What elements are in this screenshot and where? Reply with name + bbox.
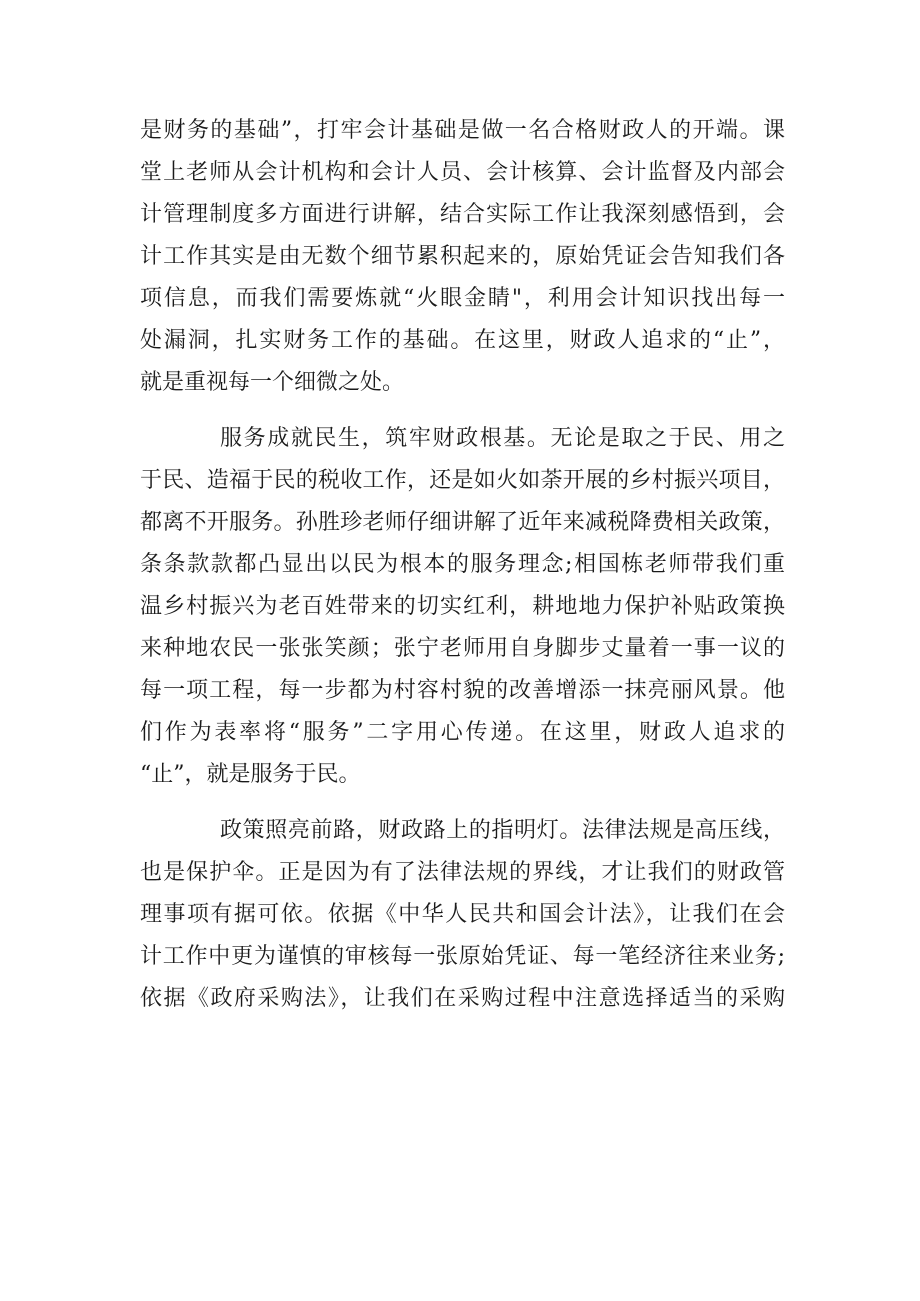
text-line: 处漏洞，扎实财务工作的基础。在这里，财政人追求的“止”， [140,328,785,353]
text-line: 来种地农民一张张笑颜；张宁老师用自身脚步丈量着一事一议的 [140,636,785,661]
document-body [140,110,785,1020]
text-line: 们作为表率将“服务”二字用心传递。在这里，财政人追求的 [140,720,785,745]
text-line: “止”，就是服务于民。 [140,762,361,787]
text-line: 堂上老师从会计机构和会计人员、会计核算、会计监督及内部会 [140,160,785,185]
text-line: 计管理制度多方面进行讲解，结合实际工作让我深刻感悟到，会 [140,202,785,227]
paragraph-service [140,418,785,796]
text-line: 就是重视每一个细微之处。 [140,370,405,395]
paragraph-policy [140,810,785,1020]
paragraph-gap [140,404,785,418]
text-line: 于民、造福于民的税收工作，还是如火如荼开展的乡村振兴项目， [140,468,785,493]
text-line: 都离不开服务。孙胜珍老师仔细讲解了近年来减税降费相关政策， [140,510,785,535]
text-line: 计工作中更为谨慎的审核每一张原始凭证、每一笔经济往来业务; [140,944,785,969]
text-line: 计工作其实是由无数个细节累积起来的，原始凭证会告知我们各 [140,244,785,269]
text-line: 每一项工程，每一步都为村容村貌的改善增添一抹亮丽风景。他 [140,678,785,703]
paragraph-gap [140,796,785,810]
text-line: 是财务的基础”，打牢会计基础是做一名合格财政人的开端。课 [140,118,785,143]
text-line: 项信息，而我们需要炼就“火眼金睛"，利用会计知识找出每一 [140,286,785,311]
text-line: 服务成就民生，筑牢财政根基。无论是取之于民、用之 [220,426,785,451]
text-line: 政策照亮前路，财政路上的指明灯。法律法规是高压线， [220,818,785,843]
text-line: 依据《政府采购法》，让我们在采购过程中注意选择适当的采购 [140,986,785,1011]
text-line: 也是保护伞。正是因为有了法律法规的界线，才让我们的财政管 [140,860,785,885]
text-line: 温乡村振兴为老百姓带来的切实红利，耕地地力保护补贴政策换 [140,594,785,619]
text-line: 理事项有据可依。依据《中华人民共和国会计法》，让我们在会 [140,902,785,927]
paragraph-accounting-basics [140,110,785,404]
text-line: 条条款款都凸显出以民为根本的服务理念;相国栋老师带我们重 [140,552,785,577]
